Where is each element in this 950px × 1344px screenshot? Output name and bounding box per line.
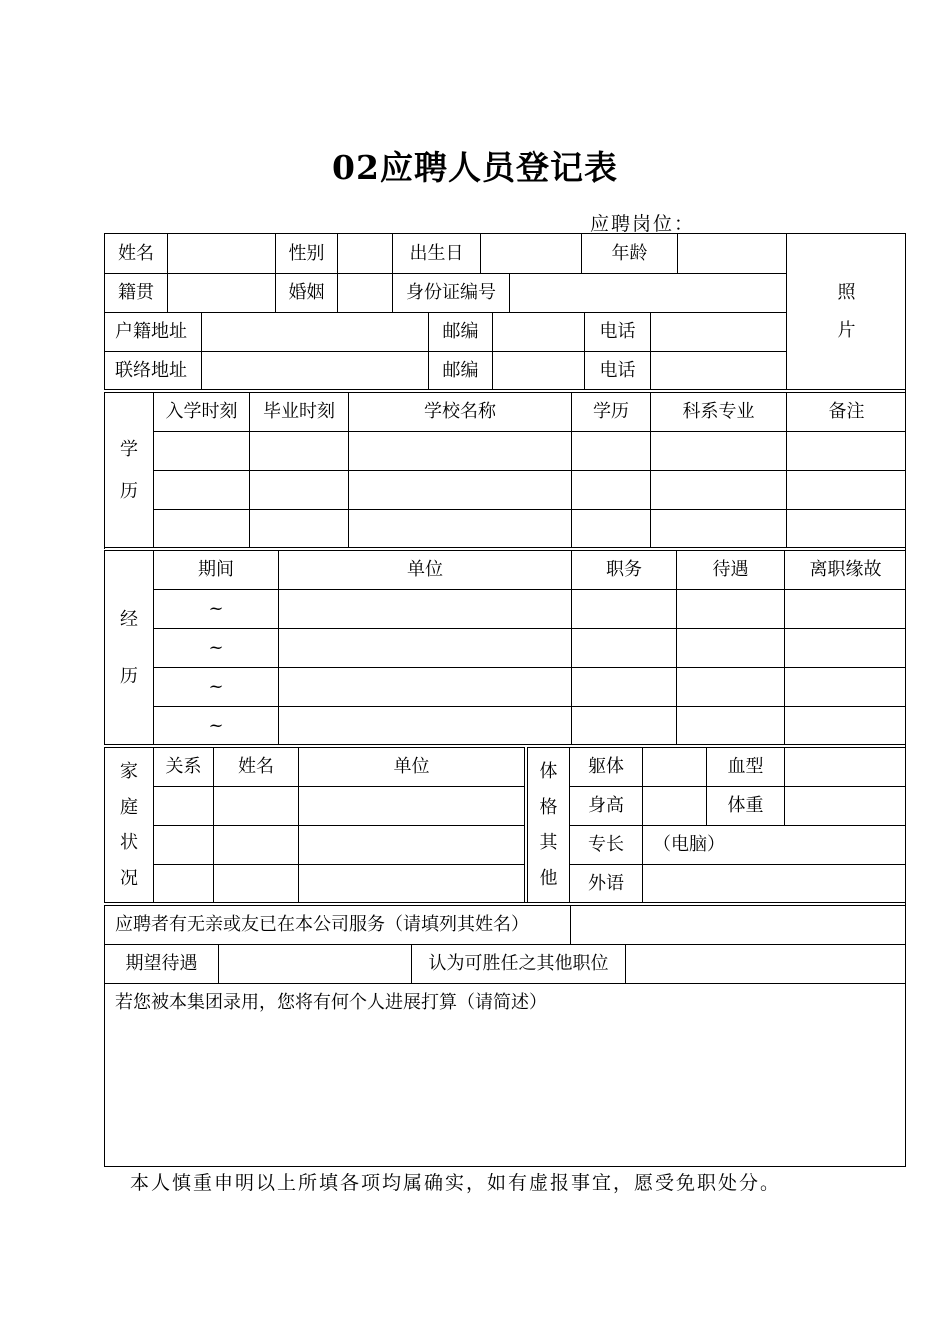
physical-side-3: 其: [539, 832, 558, 854]
exp-cell-r3-c3[interactable]: [571, 667, 676, 706]
label-zip-1: 邮编: [428, 312, 492, 351]
family-header-relation: 关系: [153, 747, 213, 786]
input-other-positions[interactable]: [625, 944, 906, 983]
exp-cell-r2-c5[interactable]: [784, 628, 906, 667]
label-id-number: 身份证编号: [392, 273, 509, 312]
exp-cell-r3-c5[interactable]: [784, 667, 906, 706]
input-body[interactable]: [642, 747, 706, 786]
physical-side-2: 格: [539, 796, 558, 818]
input-phone-2[interactable]: [650, 351, 786, 390]
photo-label-2: 片: [837, 320, 856, 341]
input-weight[interactable]: [784, 786, 906, 825]
edu-cell-r1-c6[interactable]: [786, 431, 906, 470]
edu-cell-r3-c2[interactable]: [249, 509, 348, 548]
exp-cell-r3-c2[interactable]: [278, 667, 571, 706]
family-cell-r1-c1[interactable]: [153, 786, 213, 825]
input-height[interactable]: [642, 786, 706, 825]
exp-cell-r1-c5[interactable]: [784, 589, 906, 628]
family-side-1: 家: [120, 760, 138, 782]
label-language: 外语: [569, 864, 642, 903]
physical-side-label: [527, 747, 569, 903]
education-side-2: 历: [120, 481, 138, 502]
family-cell-r2-c1[interactable]: [153, 825, 213, 864]
family-side-label: [104, 747, 153, 903]
edu-header-start: 入学时刻: [153, 392, 249, 431]
exp-cell-r2-c3[interactable]: [571, 628, 676, 667]
label-development-plan: 若您被本集团录用，您将有何个人进展打算（请简述）: [115, 992, 547, 1013]
label-birth: 出生日: [392, 233, 480, 273]
edu-cell-r3-c5[interactable]: [650, 509, 786, 548]
exp-cell-r1-c1[interactable]: ~: [153, 589, 278, 628]
input-phone-1[interactable]: [650, 312, 786, 351]
label-specialty: 专长: [569, 825, 642, 864]
family-cell-r1-c3[interactable]: [298, 786, 524, 825]
family-side-2: 庭: [120, 796, 138, 818]
edu-cell-r3-c1[interactable]: [153, 509, 249, 548]
edu-cell-r3-c6[interactable]: [786, 509, 906, 548]
input-name[interactable]: [167, 233, 275, 273]
edu-header-school: 学校名称: [348, 392, 571, 431]
edu-cell-r2-c1[interactable]: [153, 470, 249, 509]
form-bottom-border: [104, 1166, 906, 1167]
label-expected-pay: 期望待遇: [104, 944, 218, 983]
input-zip-1[interactable]: [492, 312, 584, 351]
label-phone-2: 电话: [584, 351, 650, 390]
family-cell-r3-c3[interactable]: [298, 864, 524, 903]
input-age[interactable]: [677, 233, 786, 273]
edu-cell-r3-c3[interactable]: [348, 509, 571, 548]
exp-cell-r4-c5[interactable]: [784, 706, 906, 745]
family-cell-r3-c1[interactable]: [153, 864, 213, 903]
exp-cell-r2-c4[interactable]: [676, 628, 784, 667]
edu-cell-r1-c2[interactable]: [249, 431, 348, 470]
exp-header-period: 期间: [153, 550, 278, 589]
edu-header-degree: 学历: [571, 392, 650, 431]
label-phone-1: 电话: [584, 312, 650, 351]
form-right-border: [905, 233, 906, 1167]
exp-cell-r3-c1[interactable]: ~: [153, 667, 278, 706]
experience-side-label: [104, 550, 153, 745]
exp-cell-r4-c2[interactable]: [278, 706, 571, 745]
edu-cell-r2-c4[interactable]: [571, 470, 650, 509]
input-marriage[interactable]: [337, 273, 392, 312]
separator-family-physical: [524, 747, 525, 903]
label-name: 姓名: [104, 233, 167, 273]
family-cell-r1-c2[interactable]: [213, 786, 298, 825]
input-household-address[interactable]: [201, 312, 428, 351]
exp-header-reason: 离职缘故: [784, 550, 906, 589]
input-birth[interactable]: [480, 233, 581, 273]
exp-cell-r2-c2[interactable]: [278, 628, 571, 667]
label-height: 身高: [569, 786, 642, 825]
edu-cell-r2-c6[interactable]: [786, 470, 906, 509]
position-label: 应聘岗位：: [590, 213, 696, 235]
edu-header-end: 毕业时刻: [249, 392, 348, 431]
photo-box[interactable]: [786, 233, 906, 390]
edu-header-major: 科系专业: [650, 392, 786, 431]
physical-side-1: 体: [539, 760, 558, 782]
experience-side-2: 历: [120, 665, 138, 687]
input-relatives[interactable]: [570, 905, 906, 944]
label-marriage: 婚姻: [275, 273, 337, 312]
input-expected-pay[interactable]: [218, 944, 411, 983]
input-blood[interactable]: [784, 747, 906, 786]
edu-cell-r1-c4[interactable]: [571, 431, 650, 470]
education-side-label: [104, 392, 153, 549]
input-specialty[interactable]: （电脑）: [642, 825, 906, 864]
separator-3: [104, 744, 906, 745]
label-weight: 体重: [706, 786, 784, 825]
edu-cell-r2-c3[interactable]: [348, 470, 571, 509]
page-title: 02应聘人员登记表: [332, 148, 618, 187]
label-relatives-question: 应聘者有无亲或友已在本公司服务（请填列其姓名）: [104, 905, 570, 944]
label-native: 籍贯: [104, 273, 167, 312]
label-gender: 性别: [275, 233, 337, 273]
family-header-name: 姓名: [213, 747, 298, 786]
separator-4: [104, 902, 906, 903]
family-cell-r2-c3[interactable]: [298, 825, 524, 864]
label-age: 年龄: [581, 233, 677, 273]
family-header-employer: 单位: [298, 747, 524, 786]
exp-cell-r1-c4[interactable]: [676, 589, 784, 628]
exp-cell-r1-c2[interactable]: [278, 589, 571, 628]
exp-header-pay: 待遇: [676, 550, 784, 589]
input-zip-2[interactable]: [492, 351, 584, 390]
label-zip-2: 邮编: [428, 351, 492, 390]
input-language[interactable]: [642, 864, 906, 903]
input-development-plan[interactable]: [104, 983, 906, 1167]
input-gender[interactable]: [337, 233, 392, 273]
exp-header-title: 职务: [571, 550, 676, 589]
separator-2: [104, 547, 906, 548]
declaration: 本人慎重申明以上所填各项均属确实，如有虚报事宜，愿受免职处分。: [130, 1172, 782, 1194]
family-cell-r3-c2[interactable]: [213, 864, 298, 903]
label-household-address: 户籍地址: [104, 312, 201, 351]
education-side-1: 学: [120, 439, 138, 460]
exp-header-employer: 单位: [278, 550, 571, 589]
label-contact-address: 联络地址: [104, 351, 201, 390]
physical-side-4: 他: [539, 868, 558, 890]
edu-cell-r1-c5[interactable]: [650, 431, 786, 470]
photo-label-1: 照: [837, 282, 856, 303]
exp-cell-r3-c4[interactable]: [676, 667, 784, 706]
edu-header-notes: 备注: [786, 392, 906, 431]
edu-cell-r2-c5[interactable]: [650, 470, 786, 509]
input-contact-address[interactable]: [201, 351, 428, 390]
separator-1: [104, 389, 906, 390]
exp-cell-r2-c1[interactable]: ~: [153, 628, 278, 667]
family-side-4: 况: [120, 868, 138, 890]
label-other-positions: 认为可胜任之其他职位: [411, 944, 625, 983]
exp-cell-r4-c3[interactable]: [571, 706, 676, 745]
edu-cell-r2-c2[interactable]: [249, 470, 348, 509]
exp-cell-r4-c1[interactable]: ~: [153, 706, 278, 745]
input-id-number[interactable]: [509, 273, 786, 312]
label-body: 躯体: [569, 747, 642, 786]
edu-cell-r1-c3[interactable]: [348, 431, 571, 470]
exp-cell-r1-c3[interactable]: [571, 589, 676, 628]
input-native[interactable]: [167, 273, 275, 312]
family-cell-r2-c2[interactable]: [213, 825, 298, 864]
exp-cell-r4-c4[interactable]: [676, 706, 784, 745]
experience-side-1: 经: [120, 608, 138, 630]
edu-cell-r3-c4[interactable]: [571, 509, 650, 548]
family-side-3: 状: [120, 832, 138, 854]
edu-cell-r1-c1[interactable]: [153, 431, 249, 470]
label-blood: 血型: [706, 747, 784, 786]
